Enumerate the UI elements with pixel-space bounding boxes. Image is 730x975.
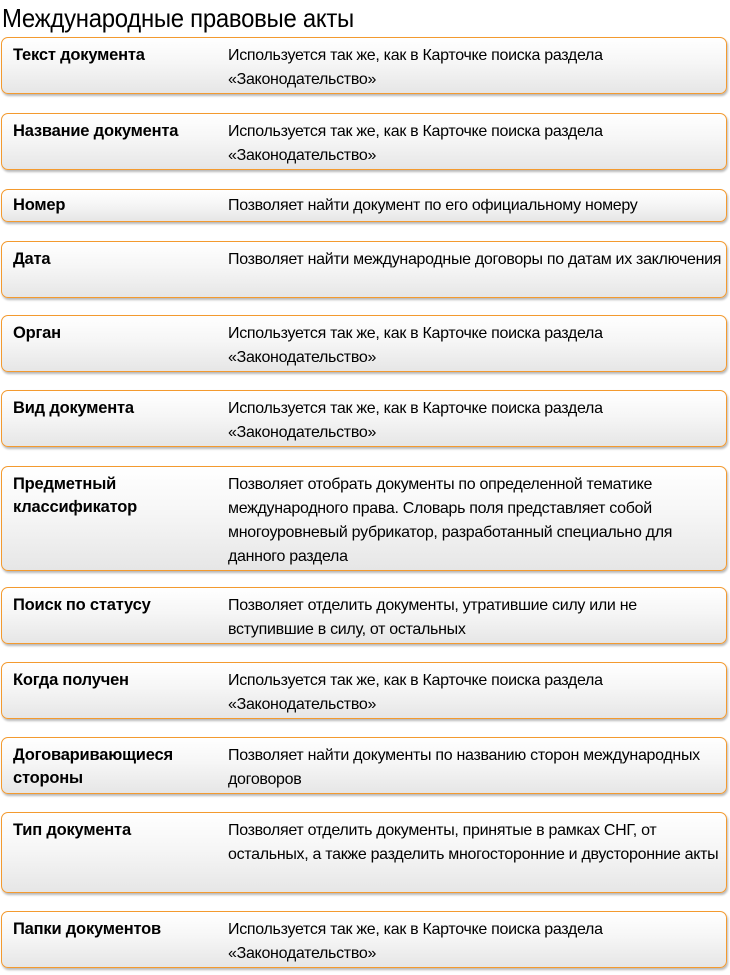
field-description: Позволяет найти документы по названию сторон международных договоров — [228, 747, 700, 788]
field-row-title — [1, 113, 727, 170]
field-description: Используется так же, как в Карточке поиска раздела «Законодательство» — [228, 325, 603, 366]
field-description: Позволяет отделить документы, принятые в рамках СНГ, от остальных, а также разделить многосторонние и двусторонние акты — [228, 822, 719, 863]
field-row-status — [1, 587, 727, 644]
field-name: Орган — [13, 324, 61, 342]
field-description: Позволяет отобрать документы по определенной тематике международного права. Словарь поля представляет собой многоуровневый рубрикатор, разработанный специально для данного раздела — [228, 476, 673, 565]
field-row-number — [1, 189, 727, 222]
field-name: Поиск по статусу — [13, 596, 151, 614]
field-row-body — [1, 315, 727, 372]
field-description: Используется так же, как в Карточке поиска раздела «Законодательство» — [228, 47, 603, 88]
field-row-parties — [1, 737, 727, 794]
field-description: Используется так же, как в Карточке поиска раздела «Законодательство» — [228, 672, 603, 713]
field-name: Название документа — [13, 122, 179, 140]
field-description: Используется так же, как в Карточке поиска раздела «Законодательство» — [228, 400, 603, 441]
field-name: Папки документов — [13, 920, 161, 938]
field-name: Текст документа — [13, 46, 145, 64]
field-description: Позволяет найти международные договоры по датам их заключения — [228, 251, 722, 268]
field-name: Предметный классификатор — [13, 475, 138, 516]
field-row-date — [1, 241, 727, 298]
field-name: Номер — [13, 196, 66, 214]
field-name: Когда получен — [13, 671, 129, 689]
field-row-classifier — [1, 466, 727, 571]
field-description: Позволяет отделить документы, утратившие силу или не вступившие в силу, от остальных — [228, 597, 637, 638]
field-name: Тип документа — [13, 821, 131, 839]
field-row-text — [1, 37, 727, 94]
page-title: Международные правовые акты — [2, 3, 354, 33]
field-description: Используется так же, как в Карточке поиска раздела «Законодательство» — [228, 123, 603, 164]
field-description: Позволяет найти документ по его официальному номеру — [228, 197, 638, 214]
field-name: Договаривающиеся стороны — [13, 746, 173, 787]
field-row-doc-kind — [1, 390, 727, 447]
field-row-received — [1, 662, 727, 719]
field-description: Используется так же, как в Карточке поиска раздела «Законодательство» — [228, 921, 603, 962]
field-row-doc-type — [1, 812, 727, 893]
field-name: Дата — [13, 250, 51, 268]
field-row-folders — [1, 911, 727, 968]
field-name: Вид документа — [13, 399, 134, 417]
